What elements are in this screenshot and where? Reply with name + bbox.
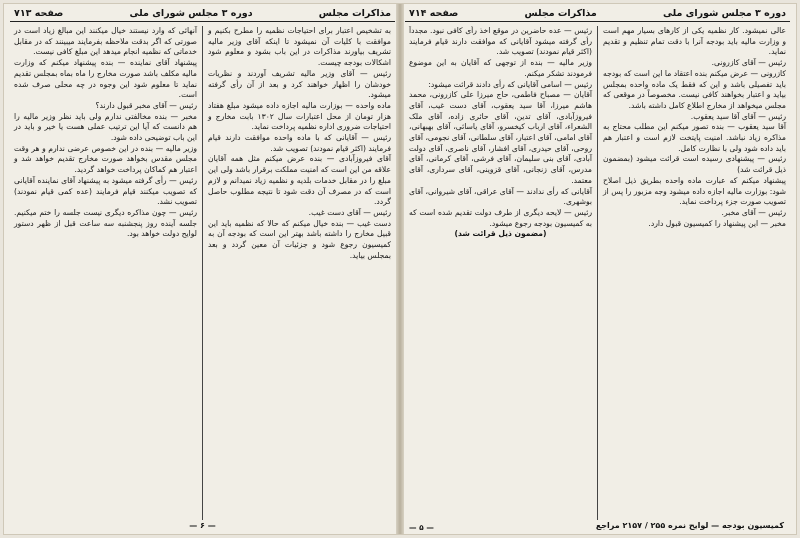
paragraph: رئیس — آقای مخبر قبول دارند؟ — [95, 100, 197, 110]
paragraph: دست غیب — بنده خیال میکنم که حالا که نظمیه باید این قبیل مخارج را داشته باشد بهتر این است که بودجه آن به کمیسیون رجوع شود و جزئیات آن معین گردد و بعد بمجلس بیاید. — [208, 218, 391, 260]
paragraph: رئیس — آقایانی که با ماده واحده موافقت دارند قیام فرمایند (اکثر قیام نمودند) تصویب شد. — [208, 133, 391, 153]
paragraph: رئیس — آقای وزیر مالیه تشریف آوردند و نظریات خودشان را اظهار خواهند کرد و بعد از آن رأی گرفته میشود. — [208, 68, 391, 100]
paragraph: آقا سید یعقوب — بنده تصور میکنم این مطلب محتاج به مذاکره زیاد نباشد. امنیت پایتخت لازم است و اعتبار هم باید داده شود ولی با نظارت کامل. — [603, 122, 786, 153]
paragraph: مخبر — این پیشنهاد را کمیسیون قبول دارد. — [648, 218, 786, 228]
left-page-column-left — [10, 26, 201, 520]
paragraph: پیشنهاد آقای نماینده — بنده پیشنهاد میکنم که وزارت مالیه مکلف باشد صورت مخارج را ماه بماه بمجلس تقدیم نماید تا معلوم شود این وجوه در چه محلی صرف شده است. — [14, 58, 197, 100]
right-page-number-footer: — ۵ — — [409, 523, 434, 532]
paragraph: رئیس — پیشنهادی رسیده است قرائت میشود (بمضمون ذیل قرائت شد) — [603, 154, 786, 175]
right-header-center: مذاکرات مجلس — [524, 8, 597, 19]
paragraph: پیشنهاد میکنم که عبارت ماده واحده بطریق ذیل اصلاح شود: بوزارت مالیه اجازه داده میشود وجه مزبور را پس از تصویب صورت جزء پرداخت نماید. — [603, 175, 786, 207]
paragraph: رئیس — آقای آقا سید یعقوب. — [690, 111, 786, 121]
column-divider — [597, 26, 598, 520]
right-page-header — [405, 6, 790, 22]
paragraph: رئیس — آقای دست غیب. — [308, 207, 391, 217]
book-gutter — [396, 4, 404, 534]
left-page — [10, 4, 395, 534]
paragraph: آقای فیروزآبادی — بنده عرض میکنم مثل همه آقایان علاقه من این است که امنیت مملکت برقرار باشد ولی این مبلغ را در مقابل خدمات بلدیه و نظمیه زیاد نمیدانم و لازم است که در مصرف آن دقت شود تا نتیجه مطلوب حاصل گردد. — [208, 154, 391, 207]
paragraph: رئیس — لایحه دیگری از طرف دولت تقدیم شده است که به کمیسیون بودجه رجوع میشود. — [409, 207, 592, 228]
right-page-column-right — [599, 26, 790, 520]
paragraph: به تشخیص اعتبار برای احتیاجات نظمیه را مطرح بکنیم و موافقت با کلیات آن نمیشود تا اینکه آقای وزیر مالیه تشریف بیاورند مذاکرات در این باب بشود و معلوم شود اشکالات بودجه چیست. — [208, 26, 391, 68]
paragraph: رئیس — چون مذاکره دیگری نیست جلسه را ختم میکنیم. جلسه آینده روز پنجشنبه سه ساعت قبل از ظهر دستور لوایح دولت خواهد بود. — [14, 207, 197, 239]
left-page-header — [10, 6, 395, 22]
paragraph: آقایان — مصباح فاطمی، حاج میرزا علی کازرونی، محمد هاشم میرزا، آقا سید یعقوب، آقای دست غیب، آقای فیروزآبادی، آقای تدین، آقای حائری زاده، آقای ملک الشعراء، آقای ارباب کیخسرو، آقای یاسائی، آقای بهبهانی، آقای امامی، آقای اعتبار، آقای سلطانی، آقای نجومی، آقای روحی، آقای حیدری، آقای افشار، آقای ناصری، آقای دولت آبادی، آقای بنی سلیمان، آقای فرشی، آقای کرمانی، آقای مدرس، آقای زنجانی، آقای قزوینی، آقای سرداری، آقای معتمد. — [409, 90, 592, 185]
paragraph: رئیس — اسامی آقایانی که رأی دادند قرائت میشود: — [428, 79, 592, 89]
paragraph: رئیس — رأی گرفته میشود به پیشنهاد آقای نماینده آقایانی که تصویب میکنند قیام فرمایند (عده کمی قیام نمودند) تصویب نشد. — [14, 175, 197, 207]
left-page-columns — [10, 26, 395, 520]
left-header-right: مذاكرات مجلس — [318, 8, 391, 19]
paragraph: وزیر مالیه — بنده از توجهی که آقایان به این موضوع فرمودند تشکر میکنم. — [409, 58, 592, 78]
right-page-column-left — [405, 26, 596, 520]
left-header-page-number: صفحه ۷۱۳ — [14, 8, 64, 19]
paragraph: ماده واحده — بوزارت مالیه اجازه داده میشود مبلغ هفتاد هزار تومان از محل اعتبارات سال ۱۳۰۲ بابت مخارج و احتیاجات ضروری اداره نظمیه پرداخت نماید. — [208, 100, 391, 132]
left-page-footer: — ۶ — — [189, 521, 216, 530]
paragraph: وزیر مالیه — بنده در این خصوص عرضی ندارم و هر وقت مجلس مقدس بخواهد صورت مخارج تقدیم خواهد شد و اعتبار هم کماکان پرداخت خواهد گردید. — [14, 143, 197, 175]
paragraph: رئیس — آقای مخبر. — [721, 207, 786, 217]
paragraph: (مضمون ذیل قرائت شد) — [454, 229, 547, 239]
paragraph: عالی نمیشود. کار نظمیه یکی از کارهای بسیار مهم است و وزارت مالیه باید بودجه آنرا با دقت تمام تنظیم و تقدیم نماید. — [603, 26, 786, 57]
right-page-columns — [405, 26, 790, 520]
paragraph: آنهائی که وارد نیستند خیال میکنند این مبالغ زیاد است در صورتی که اگر بدقت ملاحظه بفرمایند میبینند که در مقابل خدماتی که نظمیه انجام میدهد این مبلغ کافی نیست. — [14, 26, 197, 57]
right-page-footer: کمیسیون بودجه — لوایح نمره ۲۵۵ / ۲۱۵۷ مراجع — [595, 521, 784, 530]
right-header-page-number: صفحه ۷۱۴ — [409, 8, 459, 19]
right-page — [405, 4, 790, 534]
paragraph: آقایانی که رأی ندادند — آقای عراقی، آقای شیروانی، آقای بوشهری. — [409, 186, 592, 207]
left-page-column-right — [204, 26, 395, 520]
right-header-right: دوره ۳ مجلس شورای ملی — [662, 8, 786, 19]
paragraph: رئیس — عده حاضرین در موقع اخذ رأی کافی نبود. مجدداً رأی گرفته میشود آقایانی که موافقت دارند قیام فرمایند (اکثر قیام نمودند) تصویب شد. — [409, 26, 592, 57]
paragraph: کازرونی — عرض میکنم بنده اعتقاد ما این است که بودجه باید تفصیلی باشد و این که فقط یک ماده واحده بمجلس بیاید و اعتبار بخواهند کافی نیست. مخصوصاً در موقعی که مجلس میخواهد از مخارج اطلاع کامل داشته باشد. — [603, 68, 786, 110]
document-spread — [4, 4, 796, 534]
left-header-center: دوره ۳ مجلس شورای ملی — [129, 8, 253, 19]
column-divider — [202, 26, 203, 520]
paragraph: رئیس — آقای کازرونی. — [711, 58, 786, 68]
paragraph: مخبر — بنده مخالفتی ندارم ولی باید نظر وزیر مالیه را هم دانست که آیا این ترتیب عملی هست یا خیر و باید در این باب توضیحی داده شود. — [14, 111, 197, 143]
